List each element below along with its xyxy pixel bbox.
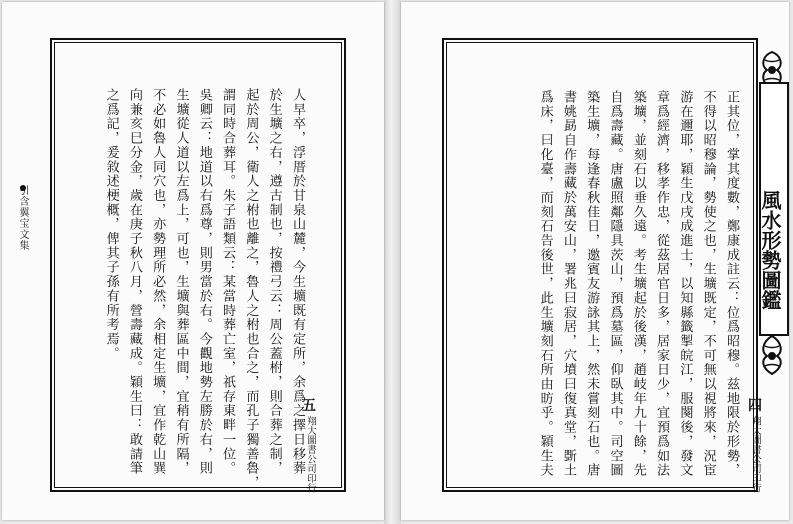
text-column: 於生壙之右，遵古制也，按禮弓云：周公蓋柎，則合葬之制， — [266, 88, 282, 476]
text-column: 不必如魯人同穴也，亦勢理所必然，余相定生壙，宜作乾山巽 — [150, 88, 166, 476]
right-page — [401, 2, 789, 520]
text-column: 起於周公，衛人之柎也離之，魯人之柎也合之，而孔子獨善魯， — [243, 88, 259, 490]
left-page — [2, 2, 384, 520]
left-footer-rule — [50, 490, 346, 491]
text-column: 游在邇耶，穎生戊戌成進士，以知縣籤掣皖江，服闋後，發文 — [677, 90, 693, 478]
text-column: 吳卿云：地道以右爲尊，則男當於右。今觀地勢左勝於右，則 — [196, 88, 212, 476]
cloud-ornament-bottom-icon — [757, 334, 787, 376]
right-footer-rule — [442, 490, 758, 491]
right-body-text — [443, 90, 743, 478]
text-column: 人早卒，浮厝於甘泉山麓，今生壙既有定所，余爲之擇日移葬 — [290, 88, 305, 476]
left-publisher-imprint: 翔大圖書公司印行 — [305, 416, 316, 493]
right-page-number: 四 — [748, 398, 762, 414]
text-column: 章爲經濟，移孝作忠，從茲居官日多，居家日少，宜預爲如法 — [654, 90, 670, 478]
text-column: 生壙從人道以左爲上，可也，生壙與葬區中間，宜稍有所隔， — [173, 88, 189, 476]
text-column: 築生壙，每逢春秋佳日，邀賓友游詠其上，然未嘗刻石也。唐 — [584, 90, 600, 478]
text-column: 不得以昭穆論，勢使之也，生壙既定，不可無以視將來，況宦 — [700, 90, 716, 478]
text-column: 書姚勗自作壽藏於萬安山，署兆曰寂居，穴墳曰復真堂，斲土 — [560, 90, 576, 478]
text-column: 築壙，並刻石以垂久遠。考生壙起於後漢，趙岐年九十餘，先 — [630, 90, 646, 478]
title-banner — [755, 32, 791, 394]
text-column: 正其位，掌其度數，鄭康成註云：位爲昭穆。兹地限於形勢， — [724, 90, 739, 478]
book-spine — [384, 0, 401, 524]
left-body-text — [99, 88, 309, 490]
text-column: 向兼亥巳分金，歲在庚子秋八月，營壽藏成。穎生曰：敢請筆 — [126, 88, 142, 476]
book-banner-title: 風水形勢圖鑑 — [758, 190, 782, 310]
text-column: 謂同時合葬耳。朱子語類云：某當時葬亡室，祇存東畔一位。 — [220, 88, 236, 476]
left-page-number: 五 — [302, 398, 316, 414]
book-title: 引含翼宝文集 — [17, 185, 28, 251]
text-column: 爲床，曰化臺，而刻石告後世，此生壙刻石所由昉乎。穎生夫 — [537, 90, 553, 478]
text-column: 之爲記，爰敘述梗概，俾其子孫有所考焉。 — [103, 88, 119, 361]
right-publisher-imprint: 翔大圖書公司印行 — [750, 416, 761, 493]
text-column: 自爲壽藏。唐盧照鄰隱具茨山，預爲墓區，仰臥其中。司空圖 — [607, 90, 623, 478]
